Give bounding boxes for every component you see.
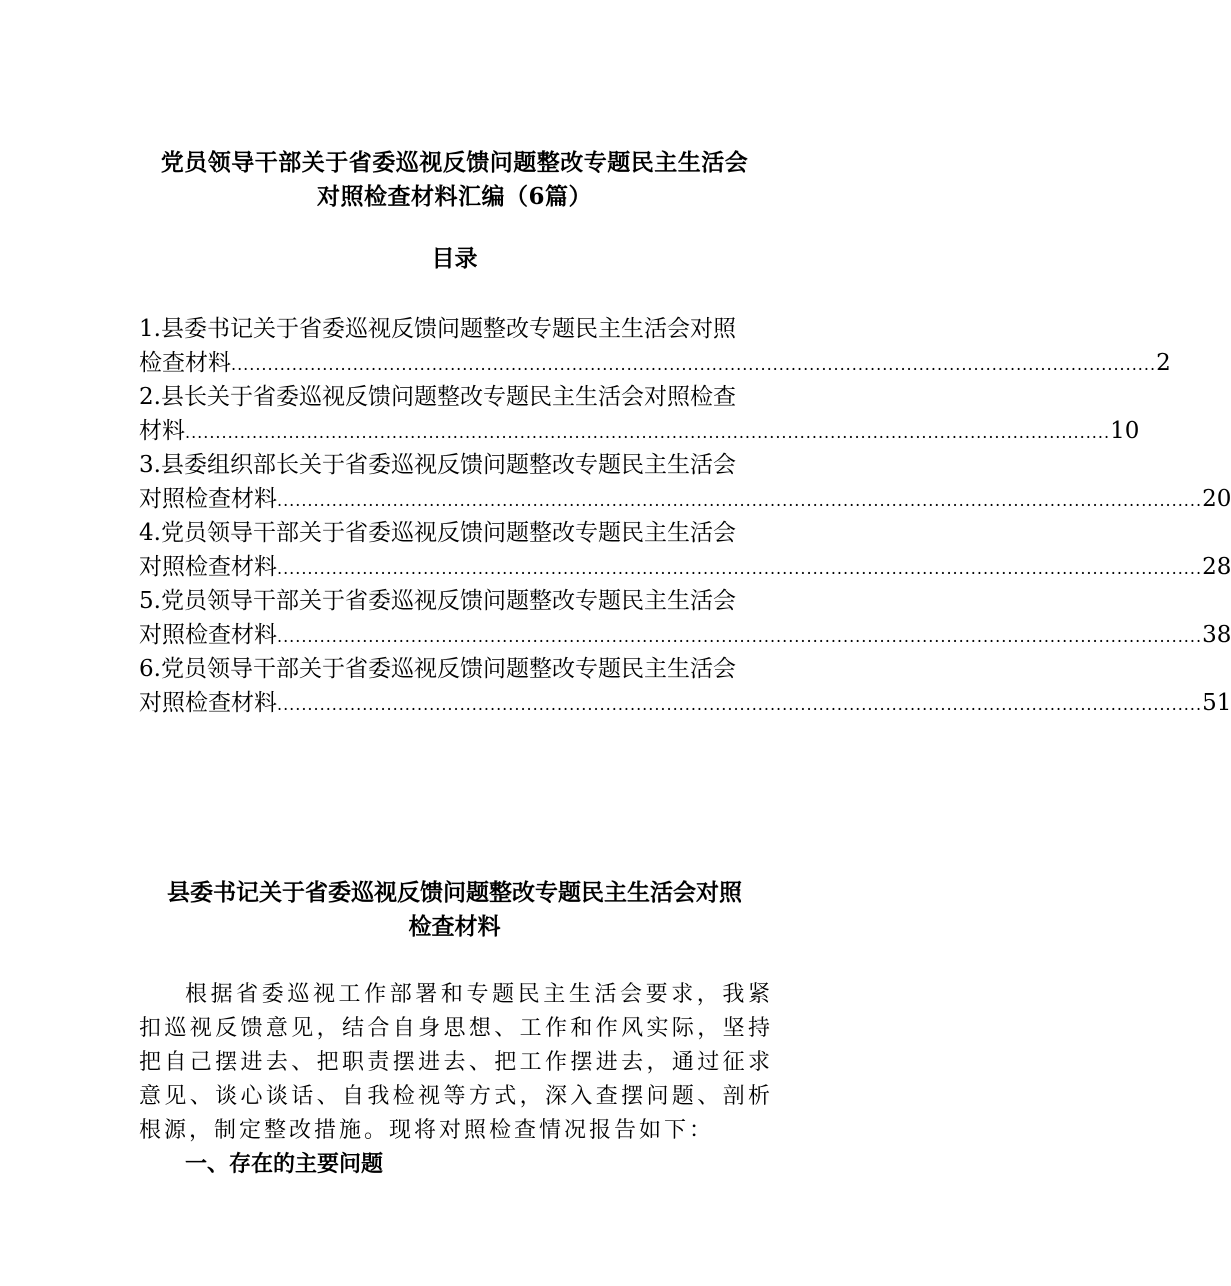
toc-entry-2[interactable] — [139, 380, 1140, 448]
toc-entry-title: 1.县委书记关于省委巡视反馈问题整改专题民主生活会对照 — [139, 316, 736, 342]
body-paragraph-line: 根据省委巡视工作部署和专题民主生活会要求，我紧 — [185, 982, 770, 1007]
body-paragraph-line: 根源，制定整改措施。现将对照检查情况报告如下： — [139, 1118, 715, 1143]
toc-leader-dots: ........................................................................................................................................................ — [277, 695, 1203, 714]
toc-entry-title: 5.党员领导干部关于省委巡视反馈问题整改专题民主生活会 — [139, 588, 736, 614]
toc-leader-dots: ........................................................................................................................................................ — [277, 627, 1203, 646]
toc-heading: 目录 — [431, 245, 478, 272]
document-title-line1: 党员领导干部关于省委巡视反馈问题整改专题民主生活会 — [160, 149, 749, 176]
toc-entry-title-cont: 材料 — [139, 418, 185, 444]
toc-page-number: 51 — [1202, 690, 1231, 716]
toc-page-number: 38 — [1202, 622, 1231, 648]
toc-page-number: 28 — [1202, 554, 1231, 580]
toc-entry-title-cont: 对照检查材料 — [139, 622, 277, 648]
toc-entry-title: 3.县委组织部长关于省委巡视反馈问题整改专题民主生活会 — [139, 452, 736, 478]
toc-entry-4[interactable] — [139, 516, 1231, 584]
body-paragraph-line: 把自己摆进去、把职责摆进去、把工作摆进去，通过征求 — [139, 1050, 770, 1075]
section-title-line1: 县委书记关于省委巡视反馈问题整改专题民主生活会对照 — [167, 879, 742, 906]
toc-page-number: 2 — [1156, 350, 1171, 376]
toc-entry-5[interactable] — [139, 584, 1231, 652]
toc-page-number: 20 — [1202, 486, 1231, 512]
toc-entry-1[interactable] — [139, 312, 1171, 380]
toc-page-number: 10 — [1110, 418, 1140, 444]
toc-leader-dots: ........................................................................................................................................................ — [277, 491, 1203, 510]
toc-leader-dots: ........................................................................................................................................................ — [231, 355, 1157, 374]
toc-entry-title: 4.党员领导干部关于省委巡视反馈问题整改专题民主生活会 — [139, 520, 736, 546]
toc-entry-title-cont: 对照检查材料 — [139, 554, 277, 580]
toc-entry-title-cont: 对照检查材料 — [139, 486, 277, 512]
document-title-line2: 对照检查材料汇编（6篇） — [316, 183, 592, 210]
toc-entry-6[interactable] — [139, 652, 1231, 720]
body-paragraph-line: 意见、谈心谈话、自我检视等方式，深入查摆问题、剖析 — [139, 1084, 770, 1109]
toc-leader-dots: ........................................................................................................................................................ — [277, 559, 1203, 578]
section-title-line2: 检查材料 — [408, 913, 501, 940]
table-of-contents — [139, 312, 1231, 720]
section-subheading: 一、存在的主要问题 — [185, 1152, 384, 1177]
toc-leader-dots: ........................................................................................................................................................ — [185, 423, 1111, 442]
toc-entry-title-cont: 检查材料 — [139, 350, 231, 376]
toc-entry-3[interactable] — [139, 448, 1231, 516]
toc-entry-title: 2.县长关于省委巡视反馈问题整改专题民主生活会对照检查 — [139, 384, 736, 410]
toc-entry-title-cont: 对照检查材料 — [139, 690, 277, 716]
body-paragraph-line: 扣巡视反馈意见，结合自身思想、工作和作风实际，坚持 — [139, 1016, 770, 1041]
toc-entry-title: 6.党员领导干部关于省委巡视反馈问题整改专题民主生活会 — [139, 656, 736, 682]
